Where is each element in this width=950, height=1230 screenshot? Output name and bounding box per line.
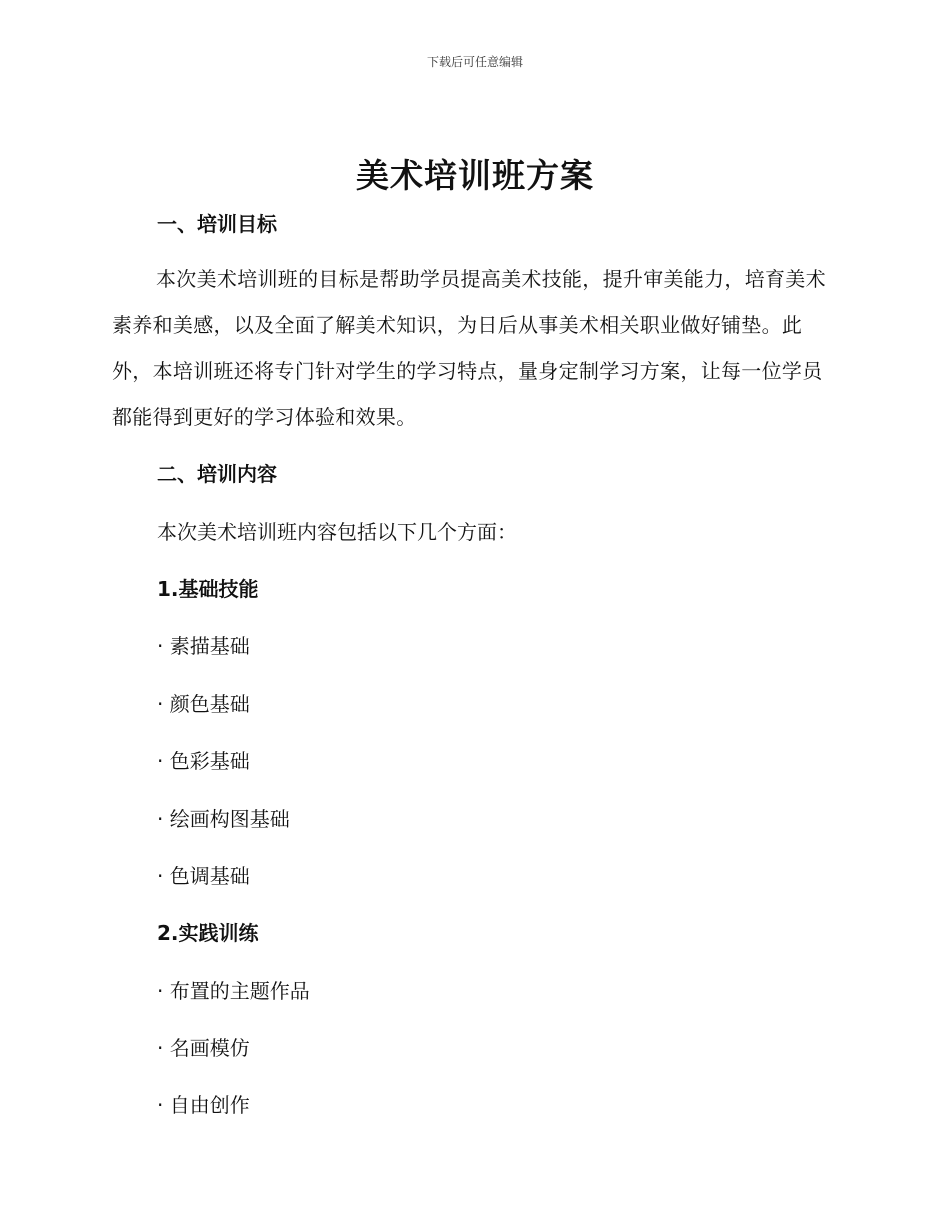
list-item: · 绘画构图基础	[157, 807, 290, 831]
list-item: · 色彩基础	[157, 749, 250, 773]
list-item: · 名画模仿	[157, 1036, 250, 1060]
list-item: · 色调基础	[157, 864, 250, 888]
list-item: · 素描基础	[157, 634, 250, 658]
subheading-practice: 2.实践训练	[157, 921, 259, 945]
document-title: 美术培训班方案	[356, 156, 594, 195]
subheading-basic-skills: 1.基础技能	[157, 577, 259, 601]
list-item: · 自由创作	[157, 1093, 250, 1117]
page-header-note: 下载后可任意编辑	[426, 55, 523, 69]
content-intro: 本次美术培训班内容包括以下几个方面：	[157, 520, 517, 544]
section-heading-content: 二、培训内容	[157, 462, 277, 486]
list-item: · 颜色基础	[157, 692, 250, 716]
goals-paragraph: 本次美术培训班的目标是帮助学员提高美术技能，提升审美能力，培育美术素养和美感，以及全面了解美术知识，为日后从事美术相关职业做好铺垫。此外，本培训班还将专门针对学生的学习特点，量身定制学习方案，让每一位学员都能得到更好的学习体验和效果。	[112, 267, 826, 429]
section-heading-goals: 一、培训目标	[157, 212, 277, 236]
list-item: · 布置的主题作品	[157, 979, 310, 1003]
